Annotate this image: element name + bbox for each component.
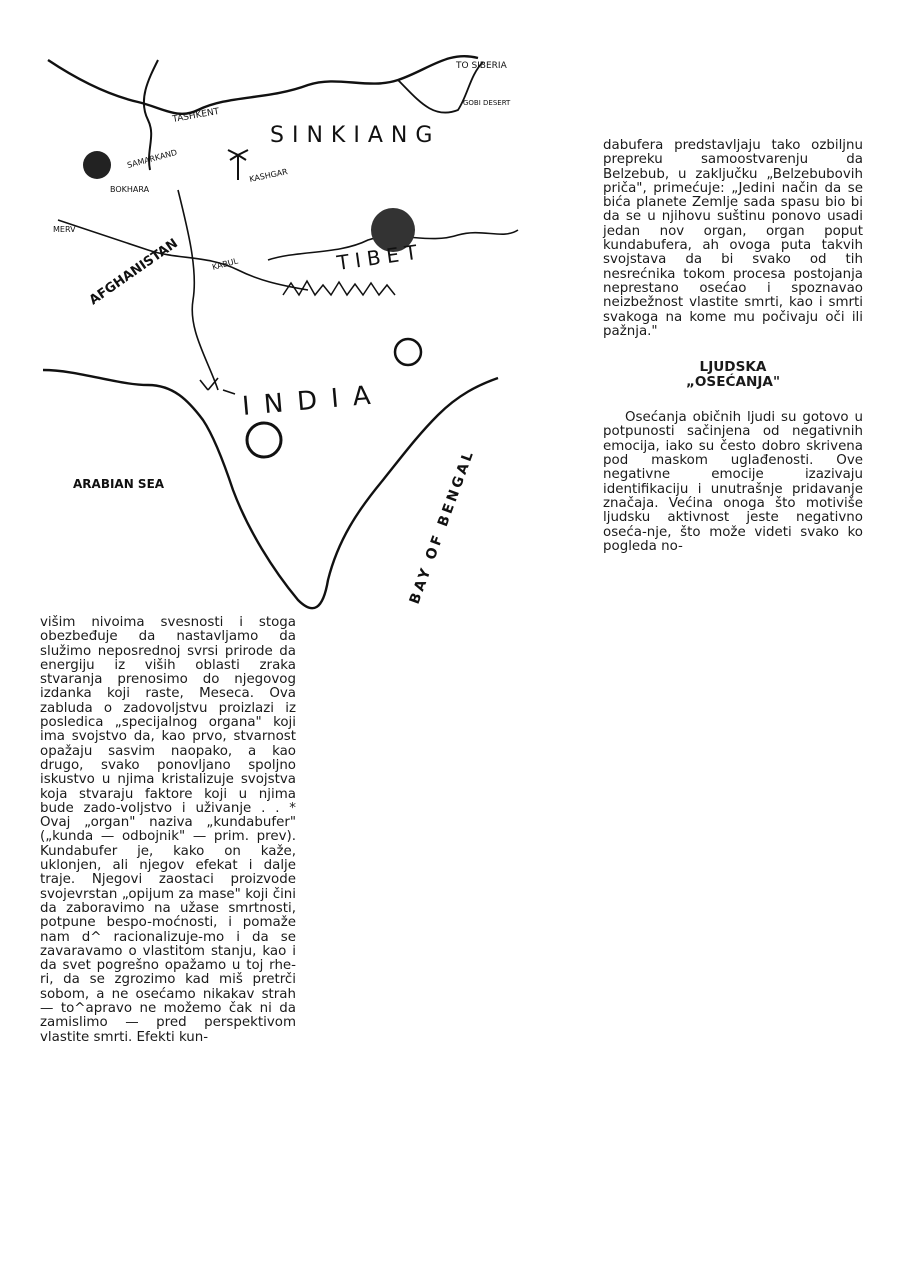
route-south [178,190,218,390]
label-bokhara: BOKHARA [110,185,150,194]
central-asia-map [38,40,538,618]
left-paragraph: višim nivoima svesnosti i stoga obezbeđuje da nastavljamo da služimo neposrednoj svrsi prirode da energiju iz viših oblasti zraka stvaranja prenosimo do njegovog izdanka koji raste, Meseca. Ova zabluda o zadovoljstvu proizlazi iz posledica „specijalnog organa" koji ima svojstvo da, kao prvo, stvarnost opažaju sasvim naopako, a kao drugo, svako ponovljano spoljno iskustvo u njima kristalizuje svojstva koja stvaraju faktore koji u njima bude zado-voljstvo i uživanje . . * Ovaj „organ" naziva „kundabufer" („kunda — odbojnik" — prim. prev). Kundabufer je, kako on kaže, uklonjen, ali njegov efekat i dalje traje. Njegovi zaostaci proizvode svojevrstan „opijum za mase" koji čini da zaboravimo na užase smrtnosti, potpune bespo-moćnosti, i pomaže nam d^ racionalizuje-mo i da se zavaravamo o vlastitom stanju, kao i da svet pogrešno opažamo u toj rhe-ri, da se zgrozimo kad miš pretrči sobom, a ne osećamo nikakav strah — to^apravo ne možemo čak ni da zamislimo — pred perspektivom vlastite smrti. Efekti kun- [40,615,296,1045]
label-kabul: KABUL [211,256,240,272]
label-arabian-sea: ARABIAN SEA [73,477,165,491]
label-india: INDIA [240,379,386,422]
label-samarkand: SAMARKAND [126,147,179,170]
northern-river [48,56,478,114]
afghan-border [58,220,308,290]
om-symbol-india [247,423,281,457]
map-illustration [38,40,538,618]
arrow-marks [200,378,235,394]
label-to-siberia: TO SIBERIA [456,61,507,71]
heading-line-2: „OSEĆANJA" [685,374,781,391]
label-bay-of-bengal: BAY OF BENGAL [406,447,478,607]
right-text-column [603,139,863,554]
left-text-column [40,616,296,1045]
label-afghanistan: AFGHANISTAN [86,236,181,309]
palm-tree [228,150,248,180]
right-paragraph-top: dabufera predstavljaju tako ozbiljnu prepreku samoostvarenju da Belzebub, u zaključku „Belzebubovih priča", primećuje: „Jedini način da se bića planete Zemlje sada spasu bio bi da se u njihovu suštinu ponovo usadi jedan nov organ, organ poput kundabufera, ah ovoga puta takvih svojstava da bi svako od tih nesrećnika tokom procesa postojanja neprestano osećao i spoznavao neizbežnost vlastite smrti, kao i smrti svakoga na kome mu počivaju oči ili pažnja." [603,138,863,339]
om-symbol-north [395,339,421,365]
label-tashkent: TASHKENT [171,106,221,125]
section-heading [603,360,863,390]
label-gobi-desert: GOBI DESERT [463,99,511,107]
label-tibet: TIBET [335,239,425,275]
heading-line-1: LJUDSKA [699,359,767,376]
label-merv: MERV [53,225,76,234]
label-sinkiang: SINKIANG [270,123,441,148]
enneagram-symbol [83,151,111,179]
label-kashgar: KASHGAR [248,167,289,184]
right-paragraph-bottom: Osećanja običnih ljudi su gotovo u potpunosti sačinjena od negativnih emocija, iako su često dobro skrivena pod maskom uglađenosti. Ove negativne emocije izazivaju identifikaciju i unutrašnje pridavanje značaja. Većina onoga što motiviše ljudsku aktivnost jeste negativno oseća-nje, što može videti svako ko pogleda no- [603,410,863,554]
